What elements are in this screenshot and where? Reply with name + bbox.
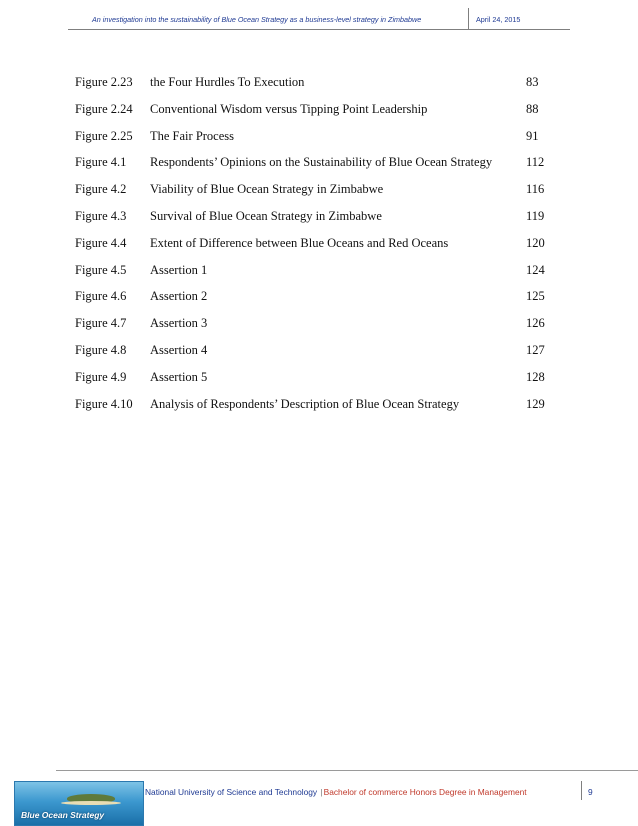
list-item: [75, 181, 555, 208]
footer-text: [145, 787, 527, 797]
figure-number: Figure 2.23: [75, 75, 133, 89]
figure-number: Figure 2.24: [75, 101, 133, 116]
figure-page: 112: [526, 155, 545, 170]
figure-title: Extent of Difference between Blue Oceans and Red Oceans: [150, 235, 449, 250]
list-item: [75, 369, 555, 396]
figure-page: 88: [526, 101, 539, 116]
figure-page: 119: [526, 208, 545, 223]
figure-number: Figure 4.7: [75, 316, 127, 331]
list-item: [75, 154, 555, 181]
list-item: [75, 101, 555, 128]
figure-number: Figure 4.3: [75, 208, 127, 223]
figure-page: 91: [526, 128, 539, 143]
figure-page: 128: [526, 369, 545, 384]
figure-title: Survival of Blue Ocean Strategy in Zimbabwe: [150, 208, 382, 223]
list-item: [75, 128, 555, 155]
figure-title: Assertion 3: [150, 316, 208, 331]
figure-page: 125: [526, 289, 545, 304]
header-rule: [68, 29, 570, 30]
figure-title: the Four Hurdles To Execution: [150, 75, 305, 89]
list-item: [75, 396, 555, 423]
figure-page: 129: [526, 396, 545, 411]
footer-rule: [56, 770, 638, 771]
figure-title: Assertion 1: [150, 262, 208, 277]
header-date: April 24, 2015: [476, 15, 521, 24]
figure-title: Respondents’ Opinions on the Sustainability of Blue Ocean Strategy: [150, 155, 493, 170]
header-divider: [468, 8, 469, 29]
figure-title: Assertion 2: [150, 289, 208, 304]
figure-number: Figure 4.9: [75, 369, 127, 384]
list-item: [75, 262, 555, 289]
list-item: [75, 74, 555, 101]
figure-page: 116: [526, 182, 545, 197]
beach-icon: [61, 801, 121, 805]
figure-title: Viability of Blue Ocean Strategy in Zimbabwe: [150, 182, 384, 197]
figure-number: Figure 2.25: [75, 128, 133, 143]
figure-number: Figure 4.1: [75, 155, 127, 170]
footer-divider: [581, 781, 582, 800]
page-header: [0, 0, 638, 30]
figure-page: 124: [526, 262, 545, 277]
footer-institution: National University of Science and Technology: [145, 787, 318, 797]
footer-separator: |: [320, 787, 323, 797]
figure-number: Figure 4.5: [75, 262, 127, 277]
figure-page: 83: [526, 75, 539, 89]
list-item: [75, 315, 555, 342]
figure-number: Figure 4.8: [75, 342, 127, 357]
figure-title: Assertion 4: [150, 342, 208, 357]
figure-number: Figure 4.10: [75, 396, 133, 411]
figure-page: 120: [526, 235, 545, 250]
figure-title: Conventional Wisdom versus Tipping Point Leadership: [150, 101, 428, 116]
list-item: [75, 235, 555, 262]
list-item: [75, 208, 555, 235]
figure-page: 127: [526, 342, 545, 357]
logo-text: Blue Ocean Strategy: [21, 810, 105, 820]
blue-ocean-logo: [14, 781, 144, 826]
figure-number: Figure 4.2: [75, 182, 127, 197]
figure-title: Assertion 5: [150, 369, 208, 384]
list-item: [75, 288, 555, 315]
list-item: [75, 342, 555, 369]
header-title: An investigation into the sustainability of Blue Ocean Strategy as a business-level strategy in Zimbabwe: [92, 15, 422, 24]
figure-page: 126: [526, 316, 545, 331]
figure-title: The Fair Process: [150, 128, 235, 143]
page-number: 9: [588, 787, 593, 797]
figure-title: Analysis of Respondents’ Description of Blue Ocean Strategy: [150, 396, 460, 411]
footer-degree: Bachelor of commerce Honors Degree in Management: [323, 787, 527, 797]
figure-number: Figure 4.6: [75, 289, 127, 304]
figure-number: Figure 4.4: [75, 235, 127, 250]
list-of-figures: [75, 74, 555, 422]
